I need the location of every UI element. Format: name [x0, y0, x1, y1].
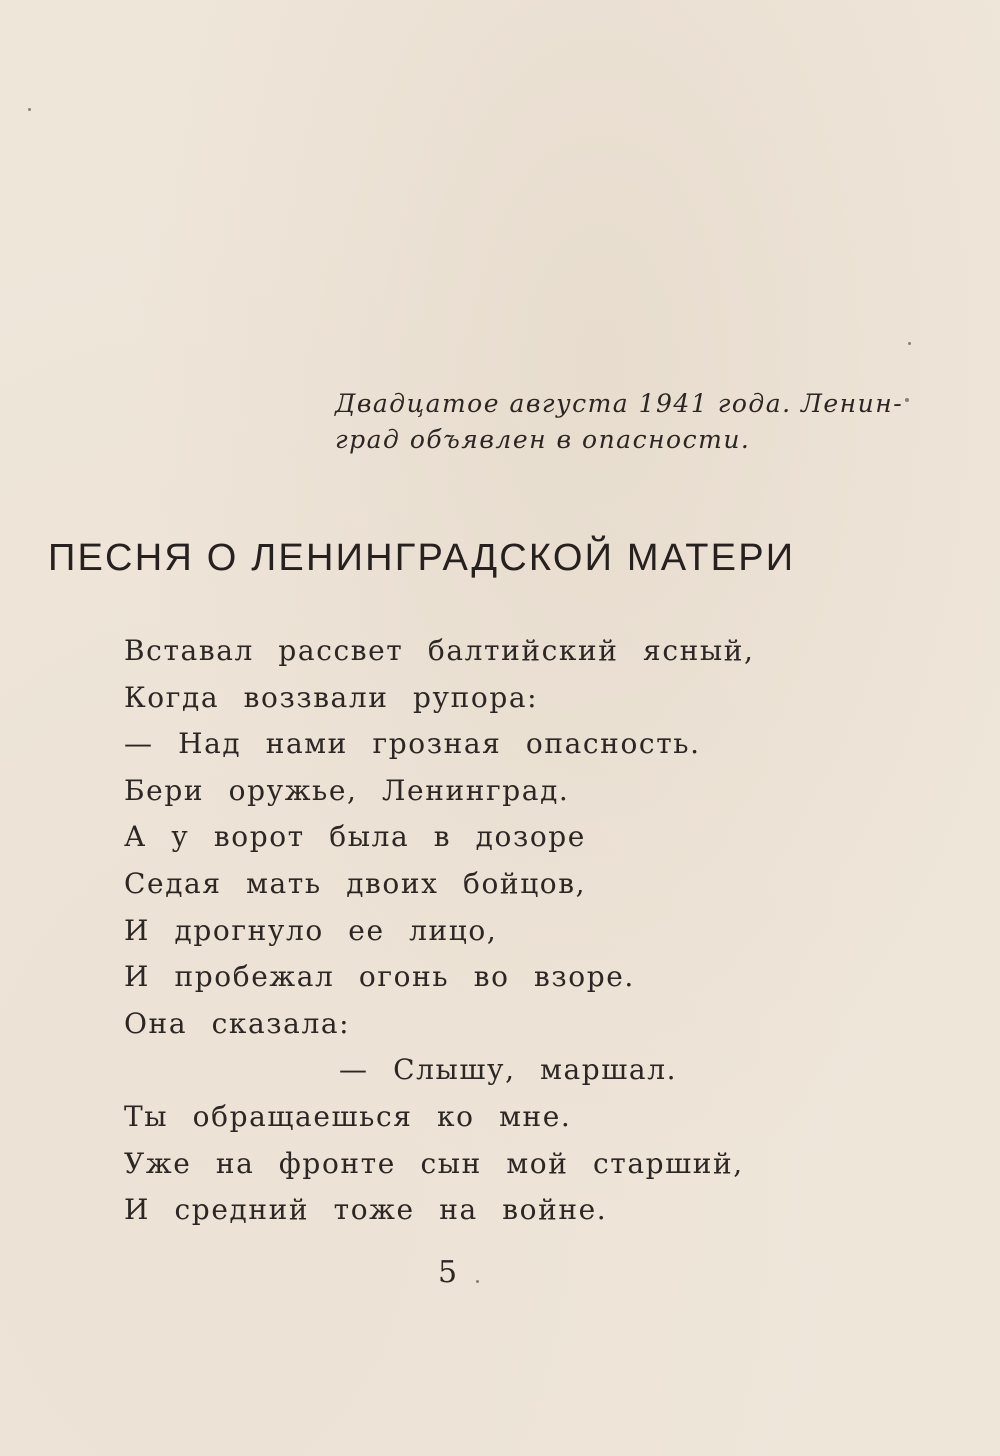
poem-line: И пробежал огонь во взоре.: [124, 960, 635, 994]
paper-speck: [476, 1280, 479, 1283]
poem-line: Ты обращаешься ко мне.: [124, 1099, 572, 1133]
epigraph-line: Двадцатое августа 1941 года. Ленин-: [335, 389, 904, 418]
poem-line: Седая мать двоих бойцов,: [124, 866, 587, 900]
epigraph: [335, 386, 904, 458]
paper-speck: [908, 342, 911, 345]
poem-line: Вставал рассвет балтийский ясный,: [124, 634, 755, 667]
poem-line: Уже на фронте сын мой старший,: [124, 1146, 744, 1180]
poem-line: Она сказала:: [124, 1006, 351, 1040]
poem-line: И дрогнуло ее лицо,: [124, 913, 498, 947]
poem-line: И средний тоже на войне.: [124, 1193, 608, 1227]
epigraph-line: град объявлен в опасности.: [335, 425, 751, 454]
paper-speck: [905, 398, 909, 402]
poem-body: [124, 628, 884, 1234]
page-number: 5: [438, 1255, 458, 1290]
poem-title: ПЕСНЯ О ЛЕНИНГРАДСКОЙ МАТЕРИ: [48, 537, 796, 579]
poem-line: — Над нами грозная опасность.: [124, 727, 701, 761]
paper-speck: [28, 108, 31, 111]
poem-line: Бери оружье, Ленинград.: [124, 773, 570, 807]
poem-line: — Слышу, маршал.: [339, 1053, 678, 1087]
poem-line: А у ворот была в дозоре: [124, 820, 586, 854]
poem-line: Когда воззвали рупора:: [124, 680, 539, 714]
